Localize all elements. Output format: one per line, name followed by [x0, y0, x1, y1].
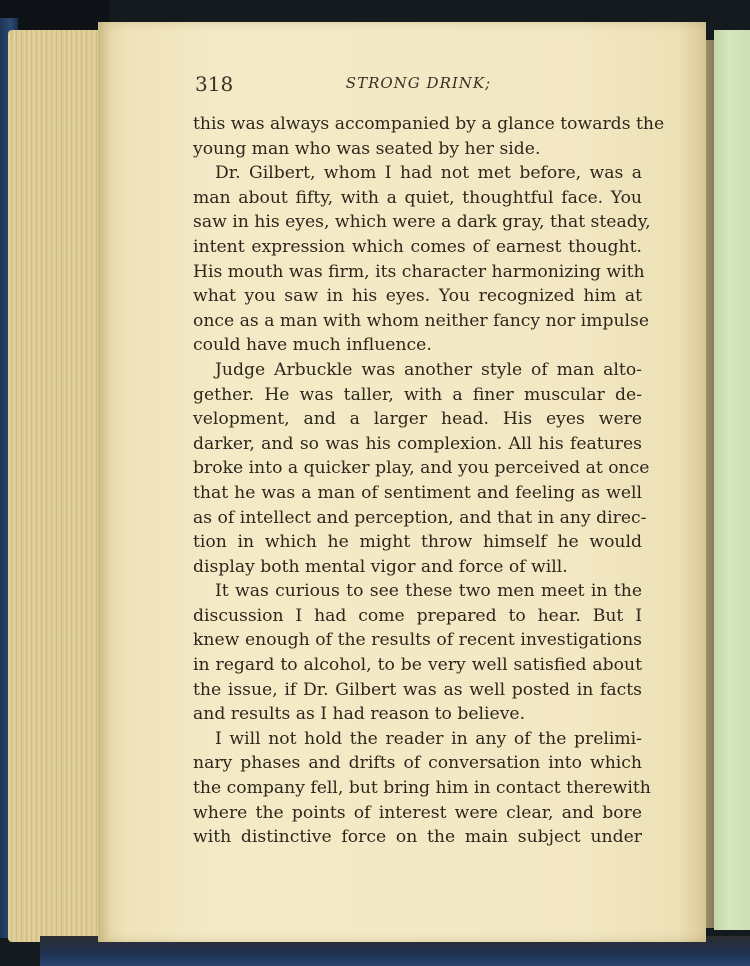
- text-line: and results as I had reason to believe.: [193, 704, 526, 725]
- text-line: broke into a quicker play, and you perceived at once: [193, 458, 650, 479]
- text-line: tion in which he might throw himself he would: [193, 532, 642, 553]
- page-stack-edge: [8, 30, 100, 942]
- text-line: the company fell, but bring him in contact therewith: [193, 778, 651, 799]
- text-line: could have much influence.: [193, 335, 432, 356]
- page-number: 318: [195, 72, 234, 96]
- page-body-text: [193, 112, 665, 850]
- text-line: as of intellect and perception, and that in any direc-: [193, 507, 647, 528]
- text-line: darker, and so was his complexion. All his features: [193, 433, 642, 454]
- text-line: Dr. Gilbert, whom I had not met before, was a: [215, 163, 642, 184]
- text-line: I will not hold the reader in any of the prelimi-: [215, 728, 642, 749]
- text-line: Judge Arbuckle was another style of man alto-: [215, 359, 642, 380]
- text-line: where the points of interest were clear, and bore: [193, 802, 642, 823]
- text-line: velopment, and a larger head. His eyes were: [193, 409, 642, 430]
- text-line: His mouth was firm, its character harmonizing with: [193, 261, 645, 282]
- text-line: knew enough of the results of recent investigations: [193, 630, 642, 651]
- text-line: discussion I had come prepared to hear. But I: [193, 605, 642, 626]
- text-line: intent expression which comes of earnest thought.: [193, 236, 642, 257]
- text-line: this was always accompanied by a glance towards the: [193, 114, 665, 134]
- green-endpaper: [714, 30, 750, 930]
- text-line: the issue, if Dr. Gilbert was as well posted in facts: [193, 679, 642, 700]
- text-line: what you saw in his eyes. You recognized him at: [193, 286, 642, 307]
- running-head: STRONG DRINK;: [345, 74, 492, 92]
- text-line: man about fifty, with a quiet, thoughtful face. You: [193, 187, 642, 208]
- text-line: once as a man with whom neither fancy nor impulse: [193, 310, 650, 331]
- text-line: display both mental vigor and force of will.: [193, 556, 568, 577]
- text-line: It was curious to see these two men meet in the: [215, 581, 642, 602]
- text-line: in regard to alcohol, to be very well satisfied about: [193, 655, 642, 676]
- page-header: [195, 72, 642, 102]
- text-line: gether. He was taller, with a finer muscular de-: [193, 384, 642, 405]
- text-line: with distinctive force on the main subject under: [193, 827, 642, 848]
- text-line: young man who was seated by her side.: [193, 138, 541, 159]
- text-line: saw in his eyes, which were a dark gray, that steady,: [193, 212, 651, 233]
- text-line: that he was a man of sentiment and feeling as well: [193, 482, 642, 503]
- text-line: nary phases and drifts of conversation into which: [193, 753, 642, 774]
